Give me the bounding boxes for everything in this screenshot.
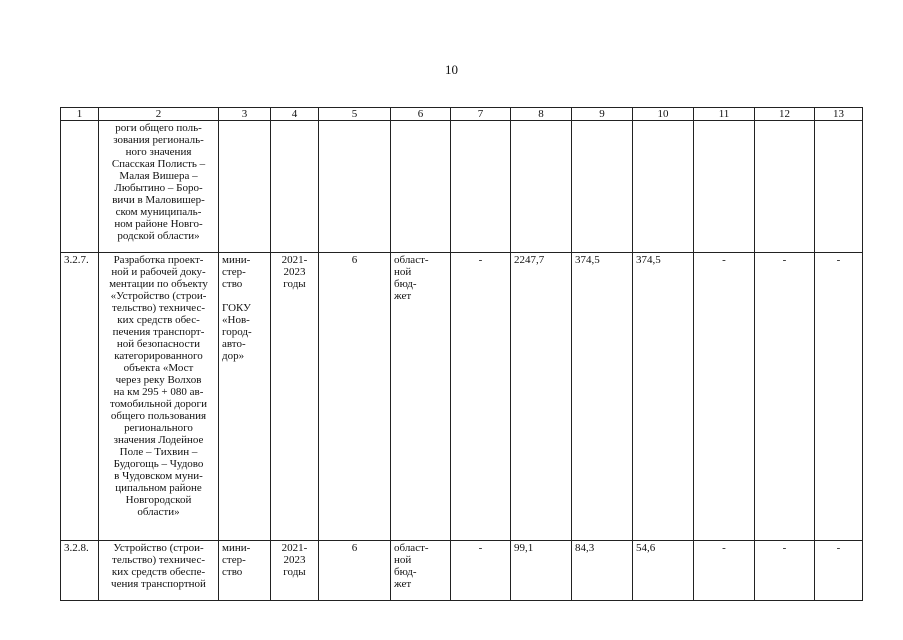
value-col12: - bbox=[755, 253, 815, 541]
value-col8 bbox=[511, 121, 572, 253]
value-col8: 2247,7 bbox=[511, 253, 572, 541]
value-col11 bbox=[694, 121, 755, 253]
column-header: 4 bbox=[271, 108, 319, 121]
value-col10 bbox=[633, 121, 694, 253]
executor: мини- стер- ство ГОКУ «Нов- город- авто- дор» bbox=[219, 253, 271, 541]
row-number: 3.2.7. bbox=[61, 253, 99, 541]
value-col7: - bbox=[451, 541, 511, 601]
row-number bbox=[61, 121, 99, 253]
target-indicator: 6 bbox=[319, 253, 391, 541]
funding-source: област- ной бюд- жет bbox=[391, 253, 451, 541]
period bbox=[271, 121, 319, 253]
executor: мини- стер- ство bbox=[219, 541, 271, 601]
value-col12 bbox=[755, 121, 815, 253]
value-col12: - bbox=[755, 541, 815, 601]
column-header: 12 bbox=[755, 108, 815, 121]
measure-description: Разработка проект- ной и рабочей доку- ментации по объекту «Устройство (строи- тельство) техничес- ких средств обес- печения транспорт- ной безопасности категорированного объекта «Мост через реку Волхов на км 295 + 080 ав- томобильной дороги общего пользования регионального значения Лодейное Поле – Тихвин – Будогощь – Чудово в Чудовском муни- ципальном районе Новгородской области» bbox=[99, 253, 219, 541]
column-header: 5 bbox=[319, 108, 391, 121]
column-header: 2 bbox=[99, 108, 219, 121]
target-indicator: 6 bbox=[319, 541, 391, 601]
value-col11: - bbox=[694, 541, 755, 601]
funding-source: област- ной бюд- жет bbox=[391, 541, 451, 601]
column-header: 3 bbox=[219, 108, 271, 121]
page-number: 10 bbox=[445, 62, 458, 77]
period: 2021- 2023 годы bbox=[271, 253, 319, 541]
value-col13: - bbox=[815, 253, 863, 541]
value-col10: 374,5 bbox=[633, 253, 694, 541]
value-col9 bbox=[572, 121, 633, 253]
column-header: 10 bbox=[633, 108, 694, 121]
value-col7 bbox=[451, 121, 511, 253]
table-row bbox=[61, 121, 863, 253]
value-col11: - bbox=[694, 253, 755, 541]
column-header: 9 bbox=[572, 108, 633, 121]
column-header: 8 bbox=[511, 108, 572, 121]
value-col7: - bbox=[451, 253, 511, 541]
column-header: 13 bbox=[815, 108, 863, 121]
value-col10: 54,6 bbox=[633, 541, 694, 601]
value-col13: - bbox=[815, 541, 863, 601]
table-row bbox=[61, 541, 863, 601]
column-header: 11 bbox=[694, 108, 755, 121]
measure-description: роги общего поль- зования региональ- ного значения Спасская Полисть – Малая Вишера – Любытино – Боро- вичи в Маловишер- ском муниципаль- ном районе Новго- родской области» bbox=[99, 121, 219, 253]
row-number: 3.2.8. bbox=[61, 541, 99, 601]
value-col9: 84,3 bbox=[572, 541, 633, 601]
target-indicator bbox=[319, 121, 391, 253]
value-col9: 374,5 bbox=[572, 253, 633, 541]
column-header: 1 bbox=[61, 108, 99, 121]
value-col8: 99,1 bbox=[511, 541, 572, 601]
column-header: 7 bbox=[451, 108, 511, 121]
measure-description: Устройство (строи- тельство) техничес- ких средств обеспе- чения транспортной bbox=[99, 541, 219, 601]
executor bbox=[219, 121, 271, 253]
funding-source bbox=[391, 121, 451, 253]
period: 2021- 2023 годы bbox=[271, 541, 319, 601]
value-col13 bbox=[815, 121, 863, 253]
column-header-row bbox=[61, 108, 863, 121]
column-header: 6 bbox=[391, 108, 451, 121]
table-row bbox=[61, 253, 863, 541]
program-table bbox=[60, 107, 863, 601]
